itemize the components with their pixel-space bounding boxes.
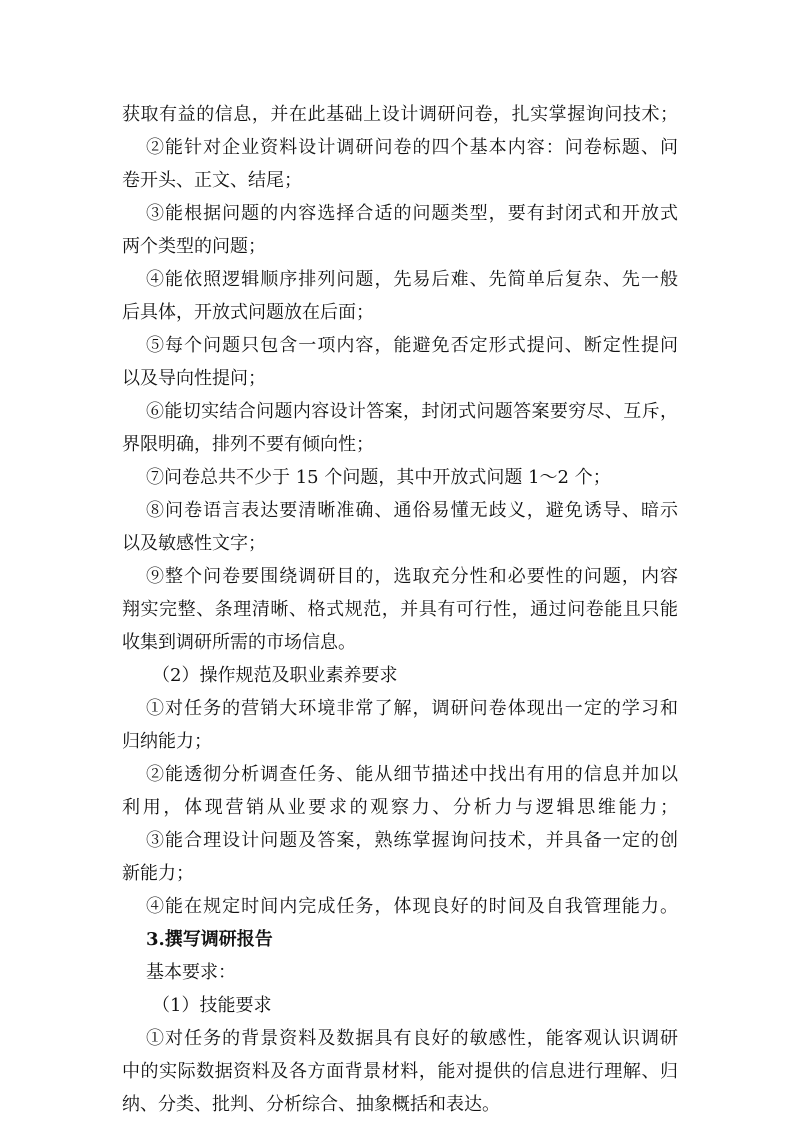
section-heading: 3.撰写调研报告 [146,929,273,950]
text-line: ⑧问卷语言表达要清晰准确、通俗易懂无歧义，避免诱导、暗示 [146,500,678,521]
text-line: ③能合理设计问题及答案，熟练掌握询问技术，并具备一定的创 [146,830,678,851]
text-line: 以及敏感性文字； [122,533,266,554]
text-line: 后具体，开放式问题放在后面； [122,302,374,323]
text-line: 翔实完整、条理清晰、格式规范，并具有可行性，通过问卷能且只能 [122,599,678,620]
text-line: 获取有益的信息，并在此基础上设计调研问卷，扎实掌握询问技术； [122,104,678,125]
text-line: 收集到调研所需的市场信息。 [122,632,356,653]
text-line: ④能依照逻辑顺序排列问题，先易后难、先简单后复杂、先一般 [146,269,678,290]
text-line: 纳、分类、批判、分析综合、抽象概括和表达。 [122,1094,500,1115]
text-line: ①对任务的营销大环境非常了解，调研问卷体现出一定的学习和 [146,698,678,719]
text-line: ①对任务的背景资料及数据具有良好的敏感性，能客观认识调研 [146,1028,678,1049]
text-line: 中的实际数据资料及各方面背景材料，能对提供的信息进行理解、归 [122,1061,678,1082]
text-line: 利用，体现营销从业要求的观察力、分析力与逻辑思维能力； [122,797,678,818]
text-line: ③能根据问题的内容选择合适的问题类型，要有封闭式和开放式 [146,203,678,224]
text-line: ⑦问卷总共不少于 15 个问题，其中开放式问题 1～2 个； [146,467,611,488]
text-line: 界限明确，排列不要有倾向性； [122,434,374,455]
text-line: 基本要求： [146,962,236,983]
text-line: 以及导向性提问； [122,368,266,389]
document-body [122,98,678,1121]
text-line: ②能透彻分析调查任务、能从细节描述中找出有用的信息并加以 [146,764,678,785]
text-line: ⑨整个问卷要围绕调研目的，选取充分性和必要性的问题，内容 [146,566,678,587]
text-line: ⑤每个问题只包含一项内容，能避免否定形式提问、断定性提问 [146,335,678,356]
section-subheading: （1）技能要求 [152,995,272,1016]
section-subheading: （2）操作规范及职业素养要求 [152,665,398,686]
text-line: ④能在规定时间内完成任务，体现良好的时间及自我管理能力。 [146,896,678,917]
text-line: 两个类型的问题； [122,236,266,257]
text-line: 卷开头、正文、结尾； [122,170,302,191]
text-line: 归纳能力； [122,731,212,752]
text-line: ⑥能切实结合问题内容设计答案，封闭式问题答案要穷尽、互斥， [146,401,678,422]
text-line: ②能针对企业资料设计调研问卷的四个基本内容：问卷标题、问 [146,137,678,158]
text-line: 新能力； [122,863,194,884]
